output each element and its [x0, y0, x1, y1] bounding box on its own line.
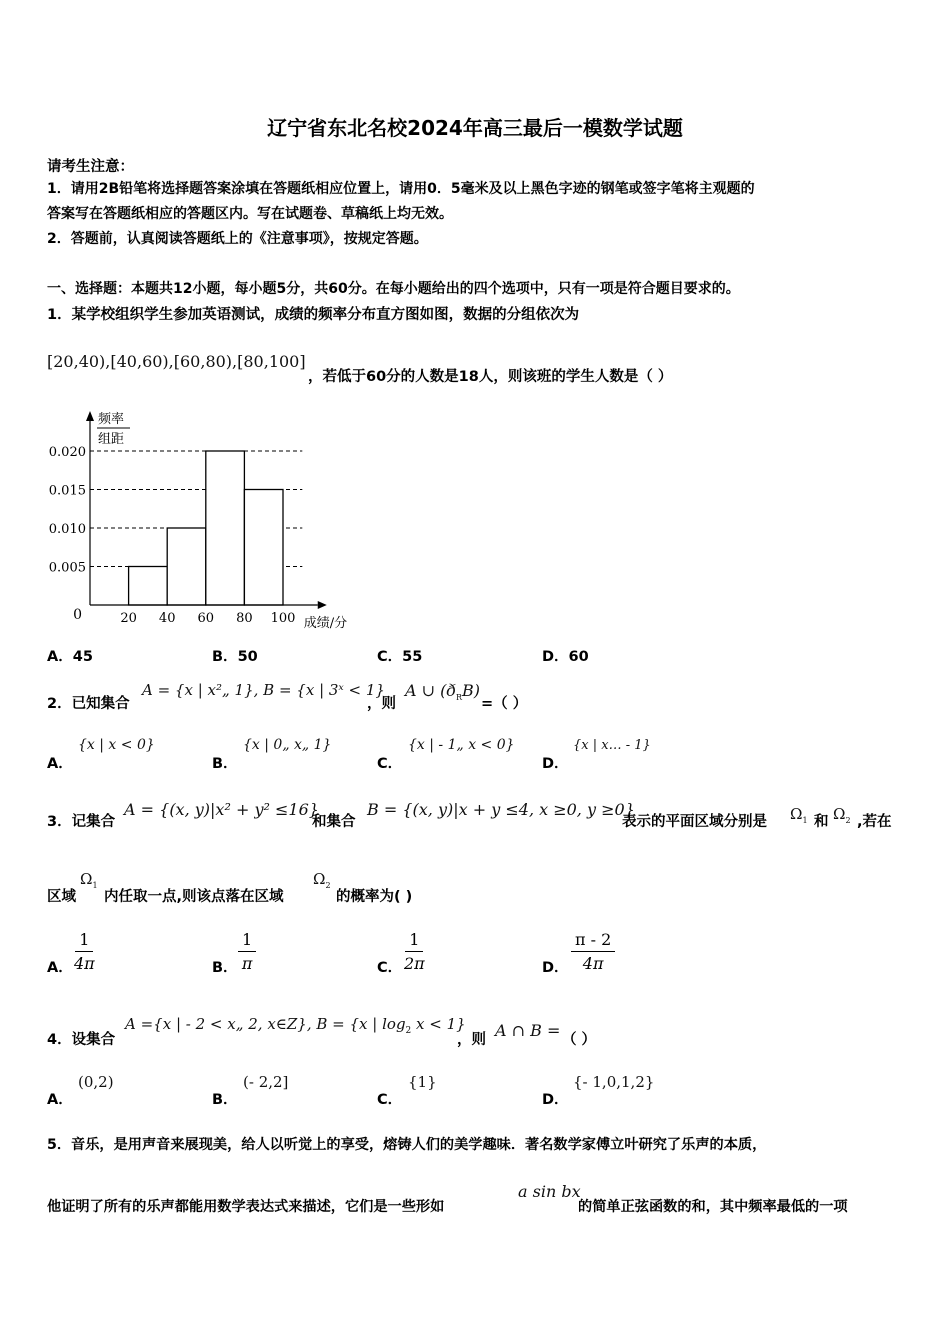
- x-tick-label: 20: [120, 611, 137, 626]
- q3-line2-b: 内任取一点,则该点落在区域: [104, 889, 284, 905]
- q1-intervals: [20,40),[40,60),[60,80),[80,100]: [47, 352, 306, 371]
- fraction-numerator: 1: [405, 930, 423, 952]
- expr-part: A ∪ (ð: [405, 681, 457, 700]
- x-tick-label: 60: [197, 611, 215, 626]
- fraction-denominator: 2π: [404, 954, 425, 973]
- omega-subscript: 2: [845, 816, 851, 825]
- q5-line2-a: 他证明了所有的乐声都能用数学表达式来描述，它们是一些形如: [47, 1199, 445, 1215]
- q2-option-c-expr: {x | - 1„ x < 0}: [408, 737, 515, 753]
- q4-option-a-expr: (0,2): [78, 1073, 114, 1091]
- q2-option-c: C．: [377, 756, 403, 772]
- x-axis-label: 成绩/分: [303, 616, 348, 631]
- q3-option-d-fraction: [571, 930, 615, 973]
- q4-option-b-expr: (- 2,2]: [243, 1073, 289, 1091]
- expr-part: x < 1}: [411, 1015, 466, 1033]
- y-tick-label: 0.020: [48, 445, 86, 460]
- omega-symbol: Ω: [833, 805, 846, 823]
- q5-line1: 5．音乐，是用声音来展现美，给人以听觉上的享受，熔铸人们的美学趣味．著名数学家傅立叶研究了乐声的本质，: [47, 1137, 767, 1153]
- omega-subscript: 2: [325, 881, 331, 890]
- q1-option-d: [542, 645, 589, 666]
- q2-option-a: A．: [47, 756, 73, 772]
- fraction-numerator: 1: [75, 930, 93, 952]
- notice-line-2: 2．答题前，认真阅读答题纸上的《注意事项》，按规定答题。: [47, 231, 428, 247]
- expr-part: B): [462, 681, 481, 700]
- q3-line2-omega1: [80, 870, 98, 890]
- q4-suffix: （ ）: [562, 1032, 597, 1048]
- fraction-numerator: 1: [238, 930, 256, 952]
- q2-sets-expr: A = {x | x²„ 1}, B = {x | 3ˣ < 1}: [142, 681, 385, 699]
- fraction-denominator: 4π: [582, 954, 604, 973]
- q4-prefix: 4．设集合: [47, 1032, 116, 1048]
- q3-and: 和: [814, 814, 829, 830]
- q3-option-b: B．: [212, 960, 238, 976]
- q3-line2-a: 区域: [47, 889, 76, 905]
- q4-intersection-expr: A ∩ B =: [495, 1021, 561, 1040]
- histogram-bar: [206, 451, 245, 605]
- q1-option-b: [212, 645, 258, 666]
- histogram-bar: [167, 528, 206, 605]
- q1-option-a: [47, 645, 93, 666]
- x-axis-arrow: [318, 601, 327, 609]
- q2-suffix: =（ ）: [481, 696, 528, 712]
- q2-option-b: B．: [212, 756, 238, 772]
- q3-end: ,若在: [857, 814, 892, 830]
- q3-set-a-expr: A = {(x, y)|x² + y² ≤16}: [124, 800, 319, 819]
- notice-heading: 请考生注意：: [47, 159, 134, 175]
- q1-stem-line2: ，若低于60分的人数是18人，则该班的学生人数是（ ）: [308, 369, 673, 385]
- q3-omega1: [790, 805, 808, 825]
- q4-option-d: D．: [542, 1092, 569, 1108]
- histogram-bar: [129, 567, 168, 606]
- omega-symbol: Ω: [790, 805, 803, 823]
- q2-mid: ，则: [367, 696, 396, 712]
- histogram-layer: [49, 411, 347, 631]
- section-heading: 一、选择题：本题共12小题，每小题5分，共60分。在每小题给出的四个选项中，只有一项是符合题目要求的。: [47, 281, 740, 297]
- q3-option-c-fraction: [404, 930, 425, 973]
- option-label: A．: [47, 649, 73, 665]
- omega-subscript: 1: [92, 881, 98, 890]
- option-text: 45: [72, 649, 93, 665]
- x-tick-label: 40: [158, 611, 176, 626]
- q3-option-a: A．: [47, 960, 73, 976]
- q2-prefix: 2．已知集合: [47, 696, 130, 712]
- q4-option-b: B．: [212, 1092, 238, 1108]
- x-tick-label: 80: [236, 611, 253, 626]
- omega-symbol: Ω: [80, 870, 93, 888]
- q4-sets-expr: [125, 1015, 466, 1036]
- q2-union-expr: [405, 681, 480, 702]
- omega-subscript: 1: [802, 816, 808, 825]
- option-text: 60: [568, 649, 589, 665]
- expr-subscript: 2: [405, 1026, 412, 1036]
- option-text: 55: [402, 649, 423, 665]
- y-axis-label-top: 频率: [98, 412, 125, 427]
- q3-option-a-fraction: [74, 930, 95, 973]
- histogram-chart: [40, 405, 380, 640]
- y-axis-arrow: [86, 411, 94, 421]
- q3-prefix: 3．记集合: [47, 814, 116, 830]
- q5-line2-b: 的简单正弦函数的和，其中频率最低的一项: [578, 1199, 848, 1215]
- y-axis-label-bottom: 组距: [98, 432, 125, 447]
- q3-mid2: 表示的平面区域分别是: [622, 814, 767, 830]
- q3-option-d: D．: [542, 960, 569, 976]
- origin-label: 0: [73, 607, 82, 623]
- q3-mid: 和集合: [312, 814, 356, 830]
- expr-subscript: R: [456, 693, 463, 703]
- option-label: C．: [377, 649, 403, 665]
- q5-expr: a sin bx: [518, 1182, 581, 1201]
- q4-option-c-expr: {1}: [408, 1073, 437, 1091]
- q4-option-d-expr: {- 1,0,1,2}: [573, 1073, 655, 1091]
- q2-option-d-expr: {x | x… - 1}: [573, 738, 651, 753]
- q2-option-a-expr: {x | x < 0}: [78, 737, 155, 753]
- q4-mid: ，则: [457, 1032, 486, 1048]
- q3-option-c: C．: [377, 960, 403, 976]
- q4-option-a: A．: [47, 1092, 73, 1108]
- expr-part: A ={x | - 2 < x„ 2, x∈Z}, B = {x | log: [125, 1015, 406, 1033]
- q1-stem-line1: 1．某学校组织学生参加英语测试，成绩的频率分布直方图如图，数据的分组依次为: [47, 307, 580, 323]
- option-label: B．: [212, 649, 238, 665]
- notice-line-1b: 答案写在答题纸相应的答题区内。写在试题卷、草稿纸上均无效。: [47, 206, 453, 222]
- q3-line2-c: 的概率为( ): [336, 889, 413, 905]
- omega-symbol: Ω: [313, 870, 326, 888]
- option-label: D．: [542, 649, 569, 665]
- y-tick-label: 0.005: [48, 560, 86, 576]
- page-title: 辽宁省东北名校2024年高三最后一模数学试题: [267, 116, 683, 140]
- q2-option-b-expr: {x | 0„ x„ 1}: [243, 737, 332, 753]
- histogram-bar: [244, 490, 283, 606]
- q3-line2-omega2: [313, 870, 331, 890]
- x-tick-label: 100: [270, 611, 296, 626]
- y-tick-label: 0.010: [48, 522, 86, 537]
- q4-option-c: C．: [377, 1092, 403, 1108]
- fraction-denominator: π: [241, 954, 253, 973]
- q3-omega2: [833, 805, 851, 825]
- option-text: 50: [237, 649, 258, 665]
- q3-set-b-expr: B = {(x, y)|x + y ≤4, x ≥0, y ≥0}: [367, 800, 635, 819]
- y-tick-label: 0.015: [48, 483, 86, 499]
- q1-option-c: [377, 645, 422, 666]
- notice-line-1a: 1．请用2B铅笔将选择题答案涂填在答题纸相应位置上，请用0．5毫米及以上黑色字迹的钢笔或签字笔将主观题的: [47, 181, 755, 197]
- fraction-numerator: π - 2: [571, 930, 615, 952]
- q3-option-b-fraction: [238, 930, 256, 973]
- fraction-denominator: 4π: [74, 954, 95, 973]
- q2-option-d: D．: [542, 756, 569, 772]
